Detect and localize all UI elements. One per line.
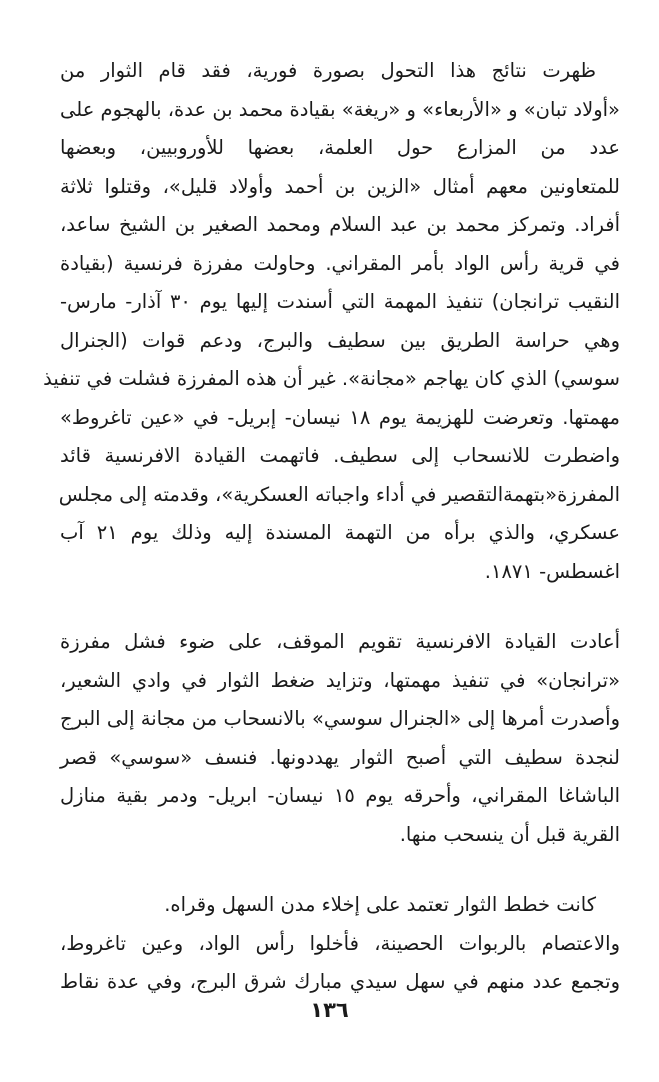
paragraph-1 bbox=[43, 52, 620, 591]
paragraph-2 bbox=[60, 623, 620, 854]
text-line: ظهرت نتائج هذا التحول بصورة فورية، فقد قام الثوار من bbox=[60, 59, 596, 82]
text-line: اغسطس- ١٨٧١. bbox=[484, 559, 620, 583]
text-line: المفرزة«بتهمةالتقصير في أداء واجباته العسكرية»، وقدمته إلى مجلس bbox=[58, 482, 620, 506]
text-line: النقيب ترانجان) تنفيذ المهمة التي أسندت إليها يوم ٣٠ آذار- مارس- bbox=[60, 290, 620, 313]
text-line: لنجدة سطيف التي أصبح الثوار يهددونها. فنسف «سوسي» قصر bbox=[60, 745, 620, 769]
text-line: القرية قبل أن ينسحب منها. bbox=[399, 822, 620, 846]
page-number: ١٣٦ bbox=[310, 998, 349, 1022]
text-line: والاعتصام بالربوات الحصينة، فأخلوا رأس الواد، وعين تاغروط، bbox=[60, 931, 620, 955]
text-line: «أولاد تبان» و «الأربعاء» و «ريغة» بقيادة محمد بن عدة، بالهجوم على bbox=[59, 97, 620, 121]
text-line: وأصدرت أمرها إلى «الجنرال سوسي» بالانسحاب من مجانة إلى البرج bbox=[60, 707, 620, 730]
text-line: سوسي) الذي كان يهاجم «مجانة». غير أن هذه المفرزة فشلت في تنفيذ bbox=[43, 367, 620, 390]
text-line: للمتعاونين معهم أمثال «الزين بن أحمد وأولاد قليل»، وقتلوا ثلاثة bbox=[60, 174, 620, 198]
text-line: واضطرت للانسحاب إلى سطيف. فاتهمت القيادة الافرنسية قائد bbox=[60, 444, 620, 467]
document-page bbox=[43, 52, 621, 1034]
text-line: في قرية رأس الواد بأمر المقراني. وحاولت مفرزة فرنسية (بقيادة bbox=[60, 251, 620, 275]
text-line: وتجمع عدد منهم في سهل سيدي مبارك شرق البرج، وفي عدة نقاط bbox=[60, 970, 620, 993]
text-line: عسكري، والذي برأه من التهمة المسندة إليه وذلك يوم ٢١ آب bbox=[60, 521, 620, 544]
text-line: وهي حراسة الطريق بين سطيف والبرج، ودعم قوات (الجنرال bbox=[60, 328, 620, 352]
text-line: كانت خطط الثوار تعتمد على إخلاء مدن السهل وقراه. bbox=[164, 893, 596, 916]
text-line: أعادت القيادة الافرنسية تقويم الموقف، على ضوء فشل مفرزة bbox=[60, 630, 620, 653]
text-line: مهمتها. وتعرضت للهزيمة يوم ١٨ نيسان- إبريل- في «عين تاغروط» bbox=[60, 405, 620, 429]
paragraph-3 bbox=[60, 886, 620, 1002]
text-line: عدد من المزارع حول العلمة، بعضها للأوروبيين، وبعضها bbox=[60, 136, 620, 159]
text-line: «ترانجان» في تنفيذ مهمتها، وتزايد ضغط الثوار في وادي الشعير، bbox=[60, 668, 620, 692]
text-line: الباشاغا المقراني، وأحرقه يوم ١٥ نيسان- ابريل- ودمر بقية منازل bbox=[60, 784, 621, 807]
text-line: أفراد. وتمركز محمد بن عبد السلام ومحمد الصغير بن الشيخ ساعد، bbox=[60, 213, 620, 236]
